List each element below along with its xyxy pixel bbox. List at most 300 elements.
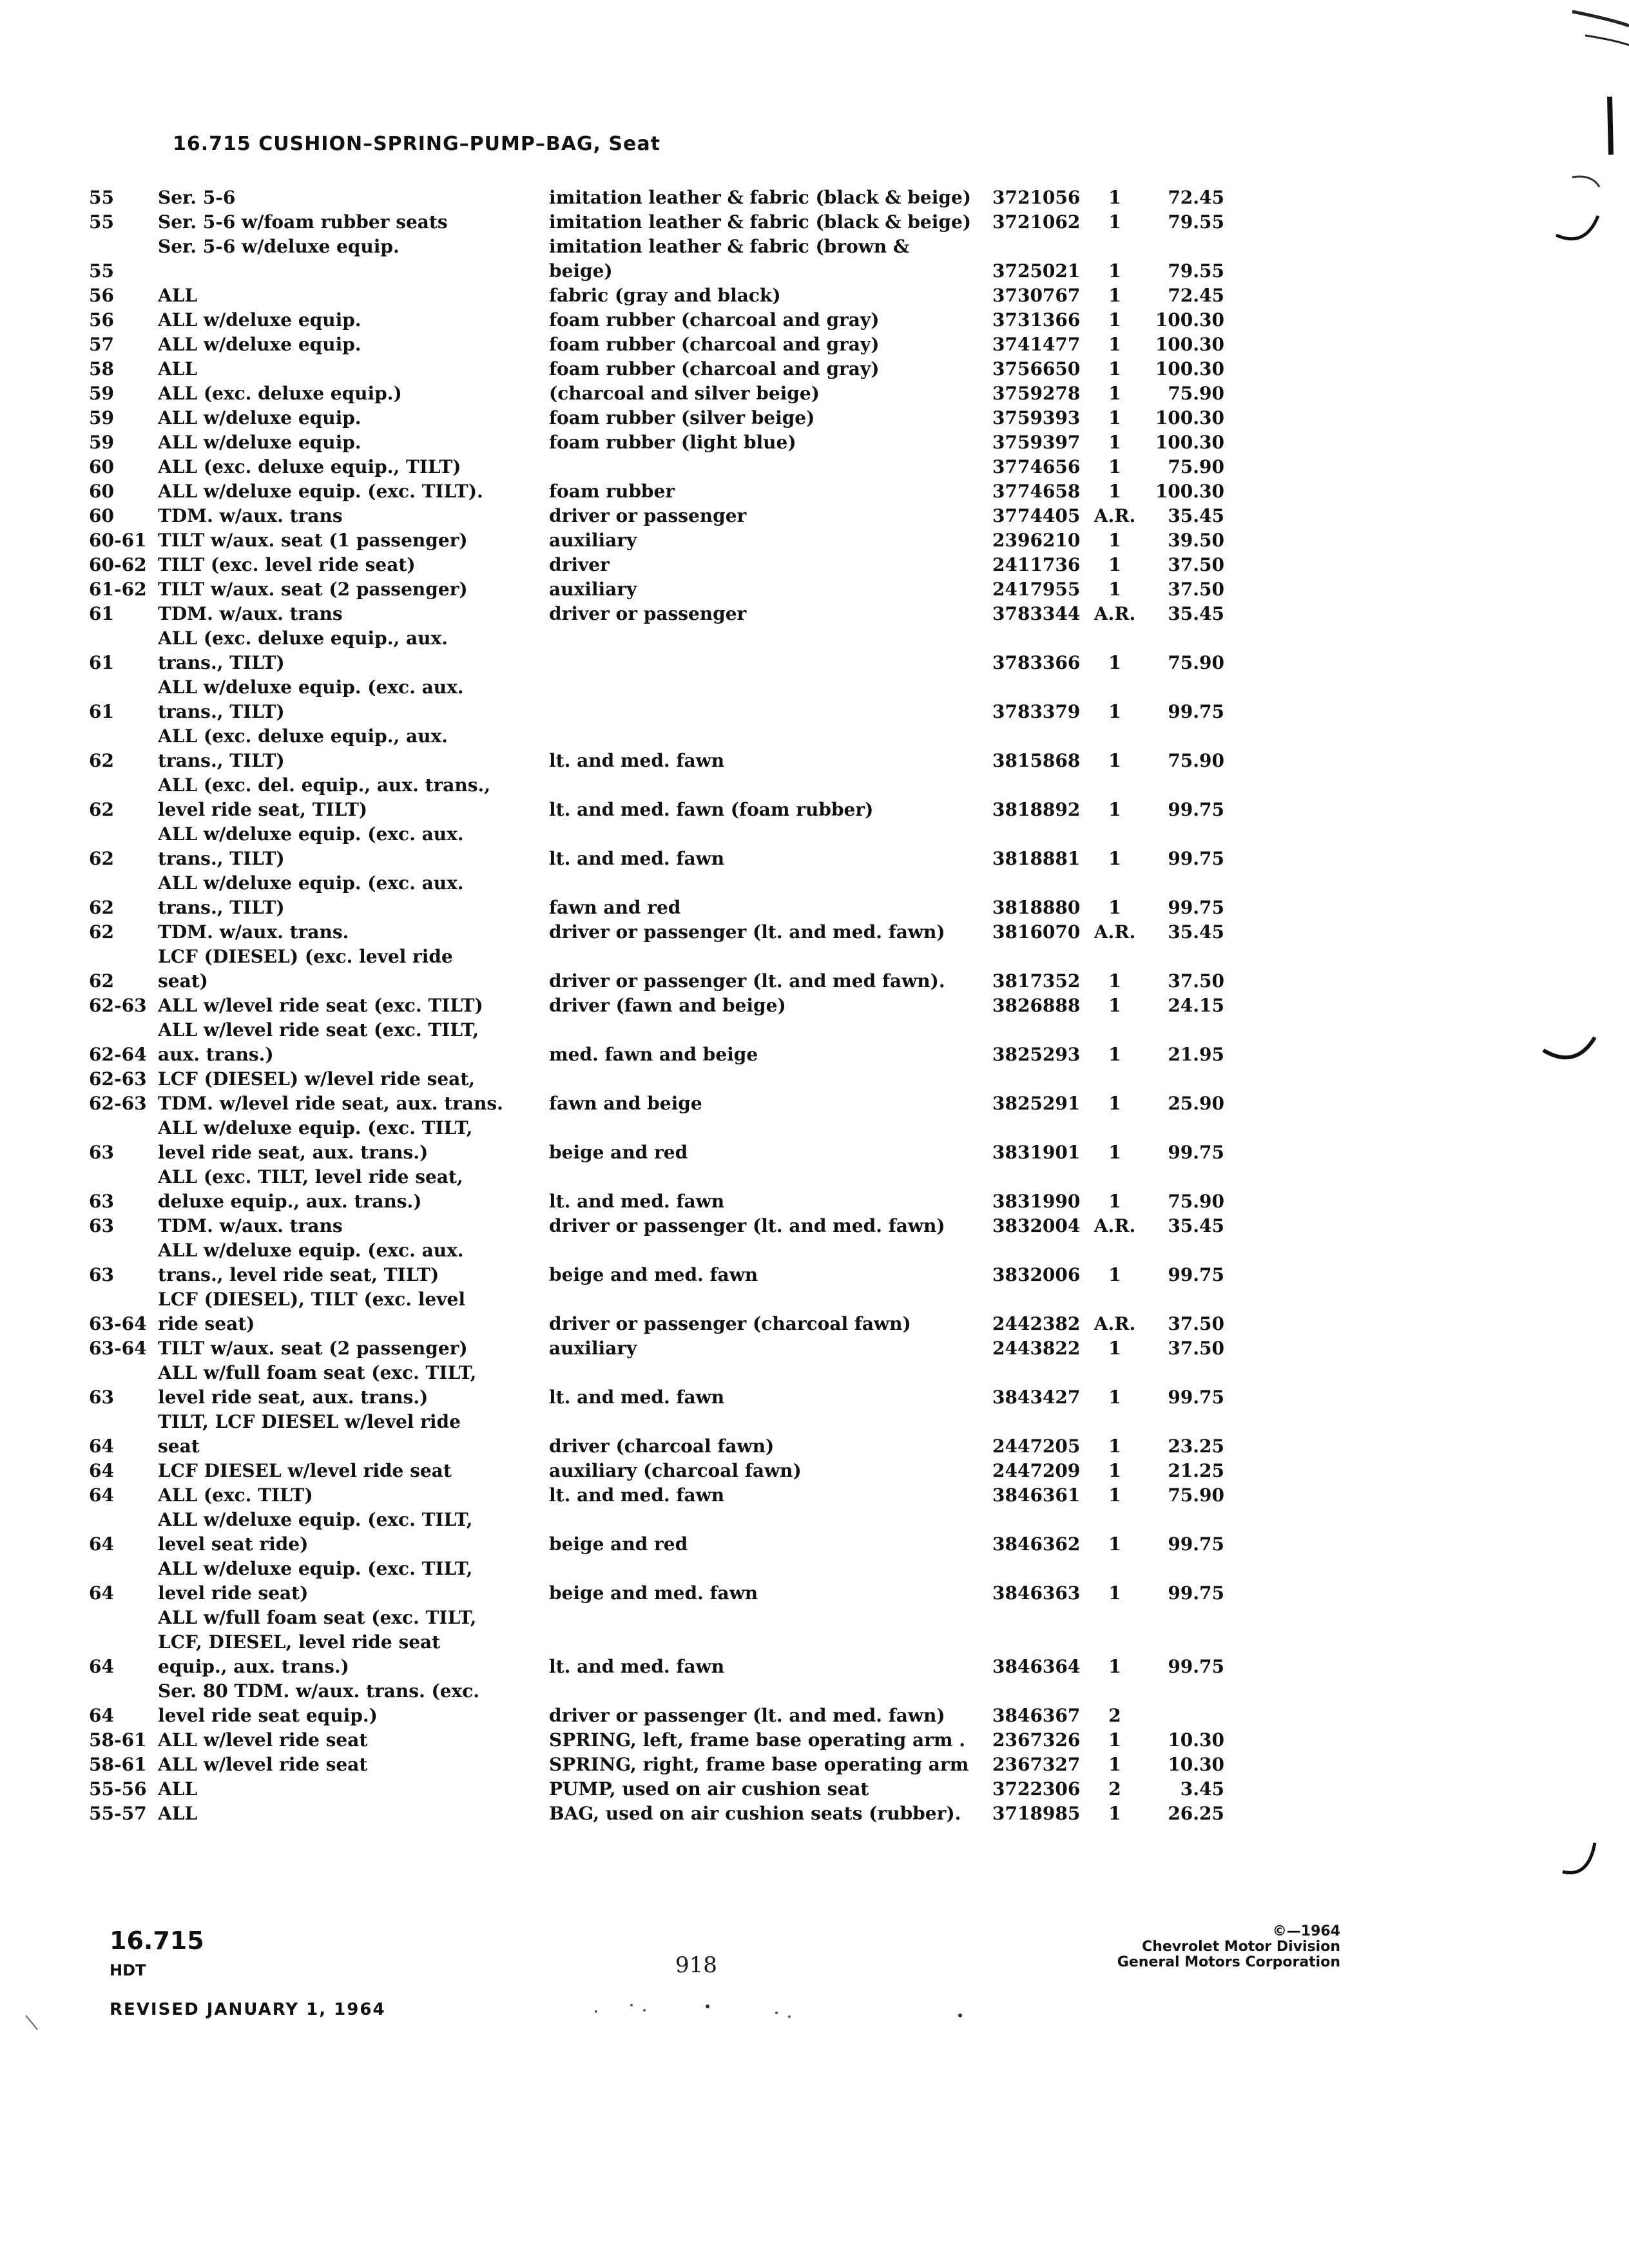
model-line: trans., TILT) (158, 897, 285, 918)
description-line: beige and red (549, 1533, 688, 1555)
year-cell: 55 (89, 187, 114, 208)
part-number-cell: 2443822 (992, 1338, 1081, 1359)
copyright-year: ©—1964 (1272, 1923, 1340, 1939)
model-line: TILT w/aux. seat (2 passenger) (158, 579, 468, 600)
price-cell: 21.95 (1168, 1044, 1224, 1065)
description-line: (charcoal and silver beige) (549, 383, 820, 404)
model-line: ALL w/deluxe equip. (158, 432, 361, 453)
price-cell: 99.75 (1168, 897, 1224, 918)
description-line: imitation leather & fabric (black & beige) (549, 211, 972, 233)
year-cell: 60-62 (89, 554, 147, 575)
model-line: level seat ride) (158, 1533, 309, 1555)
page-number: 918 (675, 1952, 717, 1978)
model-line: ALL w/full foam seat (exc. TILT, (158, 1607, 477, 1628)
model-line: ALL w/full foam seat (exc. TILT, (158, 1362, 477, 1383)
quantity-cell: 1 (1108, 970, 1121, 992)
quantity-cell: 1 (1108, 1338, 1121, 1359)
description-line: driver (fawn and beige) (549, 995, 786, 1016)
part-number-cell: 3756650 (992, 358, 1081, 380)
price-cell: 10.30 (1168, 1729, 1224, 1751)
part-number-cell: 3831990 (992, 1191, 1081, 1212)
quantity-cell: 1 (1108, 407, 1121, 428)
description-line: SPRING, right, frame base operating arm (549, 1754, 969, 1775)
description-line: fawn and red (549, 897, 681, 918)
part-number-cell: 3818892 (992, 799, 1081, 820)
price-cell: 37.50 (1168, 1313, 1224, 1334)
model-line: TILT w/aux. seat (1 passenger) (158, 530, 468, 551)
model-line: ALL (158, 1778, 198, 1800)
price-cell: 26.25 (1168, 1803, 1224, 1824)
price-cell: 72.45 (1168, 187, 1224, 208)
description-line: foam rubber (silver beige) (549, 407, 815, 428)
price-cell: 35.45 (1168, 921, 1224, 943)
model-line: level ride seat) (158, 1582, 309, 1604)
model-line: ALL w/deluxe equip. (158, 309, 361, 331)
part-number-cell: 3825291 (992, 1093, 1081, 1114)
model-line: aux. trans.) (158, 1044, 274, 1065)
model-line: ALL (exc. deluxe equip., aux. (158, 726, 448, 747)
scan-arc-2 (1556, 216, 1598, 239)
year-cell: 60-61 (89, 530, 147, 551)
description-line: beige and med. fawn (549, 1264, 758, 1285)
price-cell: 99.75 (1168, 1387, 1224, 1408)
corporation-name: General Motors Corporation (1117, 1954, 1340, 1970)
description-line: foam rubber (charcoal and gray) (549, 358, 880, 380)
year-cell: 55-57 (89, 1803, 147, 1824)
quantity-cell: 1 (1108, 652, 1121, 673)
page-title: 16.715 CUSHION–SPRING–PUMP–BAG, Seat (173, 133, 660, 155)
model-line: TDM. w/aux. trans (158, 1215, 343, 1236)
part-number-cell: 3759397 (992, 432, 1081, 453)
price-cell: 99.75 (1168, 848, 1224, 869)
quantity-cell: 1 (1108, 1093, 1121, 1114)
price-cell: 39.50 (1168, 530, 1224, 551)
description-line: fawn and beige (549, 1093, 702, 1114)
quantity-cell: A.R. (1094, 1215, 1136, 1236)
model-line: seat (158, 1436, 200, 1457)
price-cell: 75.90 (1168, 750, 1224, 771)
quantity-cell: A.R. (1094, 1313, 1136, 1334)
quantity-cell: 1 (1108, 1803, 1121, 1824)
price-cell: 99.75 (1168, 701, 1224, 722)
year-cell: 64 (89, 1582, 114, 1604)
price-cell: 100.30 (1155, 407, 1224, 428)
part-number-cell: 3783366 (992, 652, 1081, 673)
description-line: lt. and med. fawn (549, 750, 725, 771)
year-cell: 64 (89, 1460, 114, 1481)
description-line: driver or passenger (549, 603, 747, 624)
part-number-cell: 3818880 (992, 897, 1081, 918)
year-cell: 60 (89, 481, 114, 502)
quantity-cell: 1 (1108, 1436, 1121, 1457)
quantity-cell: 1 (1108, 456, 1121, 477)
year-cell: 58-61 (89, 1754, 147, 1775)
model-line: trans., TILT) (158, 652, 285, 673)
year-cell: 59 (89, 407, 114, 428)
price-cell: 24.15 (1168, 995, 1224, 1016)
model-line: ALL w/deluxe equip. (exc. TILT). (158, 481, 483, 502)
year-cell: 61-62 (89, 579, 147, 600)
model-line: ALL (158, 285, 198, 306)
year-cell: 64 (89, 1705, 114, 1726)
part-number-cell: 2417955 (992, 579, 1081, 600)
model-line: ALL w/deluxe equip. (exc. TILT, (158, 1558, 473, 1579)
description-line: BAG, used on air cushion seats (rubber). (549, 1803, 961, 1824)
year-cell: 62 (89, 897, 114, 918)
part-number-cell: 3846367 (992, 1705, 1081, 1726)
price-cell: 100.30 (1155, 309, 1224, 331)
year-cell: 63 (89, 1387, 114, 1408)
description-line: beige and red (549, 1142, 688, 1163)
model-line: TILT (exc. level ride seat) (158, 554, 416, 575)
description-line: auxiliary (549, 579, 637, 600)
part-number-cell: 3721056 (992, 187, 1081, 208)
year-cell: 55 (89, 260, 114, 282)
part-number-cell: 3846364 (992, 1656, 1081, 1677)
model-line: ALL (exc. deluxe equip., TILT) (158, 456, 461, 477)
part-number-cell: 3832006 (992, 1264, 1081, 1285)
model-line: trans., TILT) (158, 701, 285, 722)
year-cell: 62-63 (89, 995, 147, 1016)
part-number-cell: 3843427 (992, 1387, 1081, 1408)
year-cell: 62 (89, 848, 114, 869)
price-cell: 100.30 (1155, 334, 1224, 355)
part-number-cell: 2367326 (992, 1729, 1081, 1751)
division-name: Chevrolet Motor Division (1142, 1939, 1340, 1955)
year-cell: 63 (89, 1142, 114, 1163)
model-line: trans., TILT) (158, 848, 285, 869)
part-number-cell: 3818881 (992, 848, 1081, 869)
year-cell: 64 (89, 1485, 114, 1506)
year-cell: 60 (89, 505, 114, 526)
scan-speck (643, 2009, 646, 2012)
model-line: level ride seat, aux. trans.) (158, 1142, 429, 1163)
description-line: imitation leather & fabric (brown & (549, 236, 910, 257)
price-cell: 79.55 (1168, 211, 1224, 233)
price-cell: 99.75 (1168, 799, 1224, 820)
model-line: Ser. 5-6 w/foam rubber seats (158, 211, 448, 233)
scan-arc-3 (1543, 1037, 1595, 1057)
model-line: deluxe equip., aux. trans.) (158, 1191, 422, 1212)
year-cell: 61 (89, 701, 114, 722)
quantity-cell: 1 (1108, 1460, 1121, 1481)
year-cell: 62 (89, 921, 114, 943)
scan-speck (775, 2012, 778, 2014)
quantity-cell: 1 (1108, 848, 1121, 869)
scan-curve-top2 (1585, 35, 1629, 45)
model-line: LCF, DIESEL, level ride seat (158, 1631, 441, 1653)
model-line: TDM. w/level ride seat, aux. trans. (158, 1093, 503, 1114)
description-line: foam rubber (light blue) (549, 432, 796, 453)
footer-section-number: 16.715 (110, 1927, 204, 1955)
year-cell: 62-63 (89, 1093, 147, 1114)
description-line: driver or passenger (lt. and med. fawn) (549, 1215, 945, 1236)
year-cell: 64 (89, 1656, 114, 1677)
year-cell: 59 (89, 383, 114, 404)
year-cell: 62 (89, 799, 114, 820)
part-number-cell: 3815868 (992, 750, 1081, 771)
quantity-cell: 1 (1108, 701, 1121, 722)
year-cell: 57 (89, 334, 114, 355)
model-line: Ser. 80 TDM. w/aux. trans. (exc. (158, 1680, 480, 1702)
price-cell: 10.30 (1168, 1754, 1224, 1775)
scan-arc-1 (1572, 177, 1599, 187)
price-cell: 25.90 (1168, 1093, 1224, 1114)
model-line: ALL (158, 358, 198, 380)
description-line: foam rubber (charcoal and gray) (549, 334, 880, 355)
year-cell: 61 (89, 603, 114, 624)
description-line: auxiliary (549, 530, 637, 551)
quantity-cell: 1 (1108, 1729, 1121, 1751)
price-cell: 75.90 (1168, 456, 1224, 477)
model-line: ALL w/deluxe equip. (158, 407, 361, 428)
quantity-cell: A.R. (1094, 505, 1136, 526)
quantity-cell: 1 (1108, 1191, 1121, 1212)
year-cell: 58 (89, 358, 114, 380)
quantity-cell: 1 (1108, 530, 1121, 551)
model-line: trans., TILT) (158, 750, 285, 771)
quantity-cell: 1 (1108, 1533, 1121, 1555)
description-line: driver (charcoal fawn) (549, 1436, 775, 1457)
description-line: auxiliary (charcoal fawn) (549, 1460, 802, 1481)
part-number-cell: 3846362 (992, 1533, 1081, 1555)
description-line: lt. and med. fawn (549, 1485, 725, 1506)
price-cell: 79.55 (1168, 260, 1224, 282)
quantity-cell: 1 (1108, 1485, 1121, 1506)
description-line: beige and med. fawn (549, 1582, 758, 1604)
description-line: driver or passenger (lt. and med fawn). (549, 970, 945, 992)
quantity-cell: 1 (1108, 432, 1121, 453)
quantity-cell: 1 (1108, 554, 1121, 575)
year-cell: 59 (89, 432, 114, 453)
quantity-cell: 1 (1108, 1264, 1121, 1285)
year-cell: 64 (89, 1533, 114, 1555)
scan-speck (630, 2004, 633, 2006)
model-line: ALL (exc. deluxe equip.) (158, 383, 402, 404)
quantity-cell: 2 (1108, 1778, 1121, 1800)
part-number-cell: 3718985 (992, 1803, 1081, 1824)
price-cell: 99.75 (1168, 1656, 1224, 1677)
year-cell: 62-63 (89, 1068, 147, 1090)
part-number-cell: 3832004 (992, 1215, 1081, 1236)
quantity-cell: 1 (1108, 309, 1121, 331)
price-cell: 75.90 (1168, 1485, 1224, 1506)
quantity-cell: A.R. (1094, 603, 1136, 624)
year-cell: 62 (89, 750, 114, 771)
year-cell: 64 (89, 1436, 114, 1457)
year-cell: 62-64 (89, 1044, 147, 1065)
model-line: trans., level ride seat, TILT) (158, 1264, 439, 1285)
price-cell: 3.45 (1180, 1778, 1224, 1800)
scan-speck (788, 2015, 791, 2018)
price-cell: 21.25 (1168, 1460, 1224, 1481)
price-cell: 37.50 (1168, 970, 1224, 992)
year-cell: 56 (89, 309, 114, 331)
model-line: LCF (DIESEL), TILT (exc. level (158, 1289, 465, 1310)
part-number-cell: 3831901 (992, 1142, 1081, 1163)
part-number-cell: 3846363 (992, 1582, 1081, 1604)
model-line: ALL w/level ride seat (exc. TILT, (158, 1019, 479, 1041)
quantity-cell: 1 (1108, 260, 1121, 282)
quantity-cell: 1 (1108, 995, 1121, 1016)
year-cell: 55 (89, 211, 114, 233)
model-line: ALL w/deluxe equip. (exc. TILT, (158, 1509, 473, 1530)
model-line: LCF (DIESEL) w/level ride seat, (158, 1068, 475, 1090)
model-line: ALL w/deluxe equip. (exc. TILT, (158, 1117, 473, 1139)
price-cell: 100.30 (1155, 481, 1224, 502)
price-cell: 37.50 (1168, 1338, 1224, 1359)
model-line: Ser. 5-6 w/deluxe equip. (158, 236, 400, 257)
part-number-cell: 2447209 (992, 1460, 1081, 1481)
year-cell: 60 (89, 456, 114, 477)
footer-code: HDT (110, 1961, 146, 1979)
model-line: ALL (exc. TILT, level ride seat, (158, 1166, 463, 1187)
price-cell: 99.75 (1168, 1582, 1224, 1604)
model-line: level ride seat equip.) (158, 1705, 378, 1726)
model-line: ride seat) (158, 1313, 255, 1334)
scan-speck (595, 2010, 597, 2013)
year-cell: 63 (89, 1191, 114, 1212)
year-cell: 61 (89, 652, 114, 673)
description-line: beige) (549, 260, 613, 282)
quantity-cell: 1 (1108, 334, 1121, 355)
model-line: ALL w/level ride seat (158, 1729, 368, 1751)
model-line: TILT, LCF DIESEL w/level ride (158, 1411, 461, 1432)
quantity-cell: 1 (1108, 1387, 1121, 1408)
part-number-cell: 3816070 (992, 921, 1081, 943)
quantity-cell: 1 (1108, 750, 1121, 771)
quantity-cell: 1 (1108, 579, 1121, 600)
year-cell: 62 (89, 970, 114, 992)
price-cell: 99.75 (1168, 1264, 1224, 1285)
part-number-cell: 3725021 (992, 260, 1081, 282)
description-line: foam rubber (549, 481, 675, 502)
model-line: Ser. 5-6 (158, 187, 236, 208)
quantity-cell: 1 (1108, 799, 1121, 820)
part-number-cell: 3722306 (992, 1778, 1081, 1800)
model-line: TILT w/aux. seat (2 passenger) (158, 1338, 468, 1359)
quantity-cell: 1 (1108, 211, 1121, 233)
scan-curve-top (1572, 12, 1629, 26)
model-line: ALL (exc. del. equip., aux. trans., (158, 774, 491, 796)
part-number-cell: 3741477 (992, 334, 1081, 355)
description-line: lt. and med. fawn (foam rubber) (549, 799, 874, 820)
model-line: ALL (exc. TILT) (158, 1485, 313, 1506)
part-number-cell: 3730767 (992, 285, 1081, 306)
description-line: lt. and med. fawn (549, 1656, 725, 1677)
quantity-cell: 1 (1108, 358, 1121, 380)
part-number-cell: 2396210 (992, 530, 1081, 551)
quantity-cell: 1 (1108, 1656, 1121, 1677)
price-cell: 100.30 (1155, 432, 1224, 453)
part-number-cell: 3783379 (992, 701, 1081, 722)
model-line: ALL w/level ride seat (exc. TILT) (158, 995, 483, 1016)
description-line: SPRING, left, frame base operating arm . (549, 1729, 965, 1751)
price-cell: 75.90 (1168, 652, 1224, 673)
year-cell: 63 (89, 1215, 114, 1236)
quantity-cell: 1 (1108, 383, 1121, 404)
part-number-cell: 3759278 (992, 383, 1081, 404)
model-line: level ride seat, aux. trans.) (158, 1387, 429, 1408)
price-cell: 35.45 (1168, 505, 1224, 526)
scan-arc-4 (1563, 1843, 1595, 1873)
year-cell: 63-64 (89, 1338, 147, 1359)
scan-speck (706, 2004, 709, 2008)
description-line: driver or passenger (charcoal fawn) (549, 1313, 911, 1334)
model-line: ALL w/level ride seat (158, 1754, 368, 1775)
part-number-cell: 3774405 (992, 505, 1081, 526)
part-number-cell: 3774656 (992, 456, 1081, 477)
quantity-cell: 1 (1108, 1582, 1121, 1604)
model-line: level ride seat, TILT) (158, 799, 368, 820)
model-line: LCF (DIESEL) (exc. level ride (158, 946, 453, 967)
scan-tick-left (26, 2015, 37, 2030)
price-cell: 99.75 (1168, 1142, 1224, 1163)
part-number-cell: 3826888 (992, 995, 1081, 1016)
price-cell: 37.50 (1168, 579, 1224, 600)
description-line: auxiliary (549, 1338, 637, 1359)
model-line: ALL w/deluxe equip. (exc. aux. (158, 677, 464, 698)
description-line: lt. and med. fawn (549, 1387, 725, 1408)
part-number-cell: 2411736 (992, 554, 1081, 575)
model-line: LCF DIESEL w/level ride seat (158, 1460, 452, 1481)
description-line: med. fawn and beige (549, 1044, 758, 1065)
year-cell: 63-64 (89, 1313, 147, 1334)
year-cell: 63 (89, 1264, 114, 1285)
part-number-cell: 3731366 (992, 309, 1081, 331)
price-cell: 35.45 (1168, 1215, 1224, 1236)
part-number-cell: 3774658 (992, 481, 1081, 502)
quantity-cell: 2 (1108, 1705, 1121, 1726)
price-cell: 72.45 (1168, 285, 1224, 306)
part-number-cell: 2367327 (992, 1754, 1081, 1775)
quantity-cell: 1 (1108, 481, 1121, 502)
footer-revised-date: REVISED JANUARY 1, 1964 (110, 2000, 386, 2019)
quantity-cell: A.R. (1094, 921, 1136, 943)
model-line: TDM. w/aux. trans (158, 603, 343, 624)
model-line: ALL (158, 1803, 198, 1824)
price-cell: 75.90 (1168, 1191, 1224, 1212)
description-line: fabric (gray and black) (549, 285, 781, 306)
year-cell: 55-56 (89, 1778, 147, 1800)
quantity-cell: 1 (1108, 285, 1121, 306)
description-line: lt. and med. fawn (549, 848, 725, 869)
description-line: foam rubber (charcoal and gray) (549, 309, 880, 331)
year-cell: 56 (89, 285, 114, 306)
description-line: lt. and med. fawn (549, 1191, 725, 1212)
model-line: ALL (exc. deluxe equip., aux. (158, 628, 448, 649)
scan-speck (958, 2013, 962, 2017)
part-number-cell: 3759393 (992, 407, 1081, 428)
description-line: driver or passenger (lt. and med. fawn) (549, 921, 945, 943)
description-line: imitation leather & fabric (black & beige) (549, 187, 972, 208)
part-number-cell: 2447205 (992, 1436, 1081, 1457)
model-line: seat) (158, 970, 208, 992)
model-line: ALL w/deluxe equip. (exc. aux. (158, 823, 464, 845)
part-number-cell: 3846361 (992, 1485, 1081, 1506)
model-line: TDM. w/aux. trans. (158, 921, 349, 943)
quantity-cell: 1 (1108, 897, 1121, 918)
price-cell: 35.45 (1168, 603, 1224, 624)
part-number-cell: 3721062 (992, 211, 1081, 233)
price-cell: 23.25 (1168, 1436, 1224, 1457)
model-line: TDM. w/aux. trans (158, 505, 343, 526)
quantity-cell: 1 (1108, 187, 1121, 208)
quantity-cell: 1 (1108, 1142, 1121, 1163)
part-number-cell: 3825293 (992, 1044, 1081, 1065)
description-line: driver (549, 554, 610, 575)
price-cell: 75.90 (1168, 383, 1224, 404)
